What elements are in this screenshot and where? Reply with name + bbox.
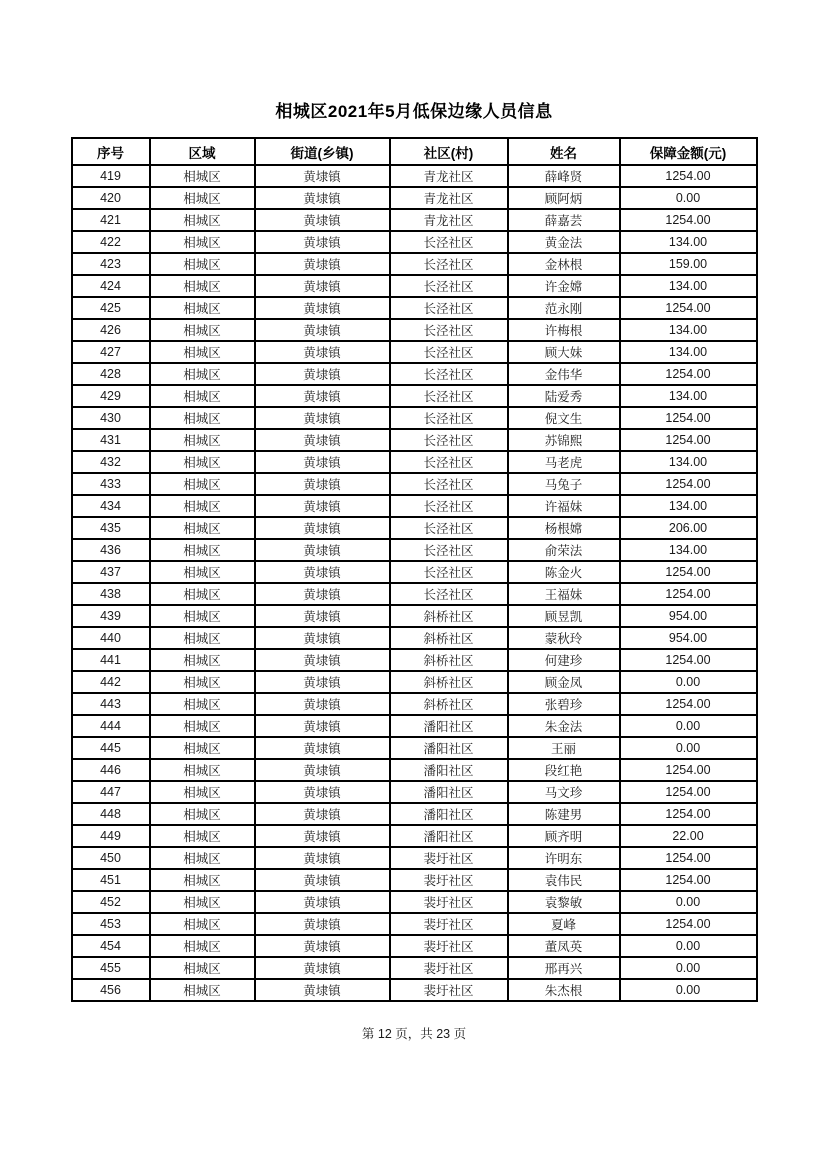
cell-street: 黄埭镇 xyxy=(255,649,390,671)
cell-community: 斜桥社区 xyxy=(390,627,508,649)
cell-community: 潘阳社区 xyxy=(390,803,508,825)
cell-index: 452 xyxy=(72,891,150,913)
cell-name: 顾阿炳 xyxy=(508,187,620,209)
cell-name: 倪文生 xyxy=(508,407,620,429)
cell-street: 黄埭镇 xyxy=(255,341,390,363)
cell-name: 王丽 xyxy=(508,737,620,759)
cell-region: 相城区 xyxy=(150,517,255,539)
cell-amount: 134.00 xyxy=(620,495,757,517)
cell-amount: 134.00 xyxy=(620,385,757,407)
cell-index: 444 xyxy=(72,715,150,737)
table-row xyxy=(72,671,757,693)
table-row xyxy=(72,451,757,473)
cell-index: 448 xyxy=(72,803,150,825)
cell-index: 450 xyxy=(72,847,150,869)
cell-index: 439 xyxy=(72,605,150,627)
table-row xyxy=(72,209,757,231)
cell-street: 黄埭镇 xyxy=(255,517,390,539)
cell-community: 裴圩社区 xyxy=(390,869,508,891)
cell-index: 435 xyxy=(72,517,150,539)
table-row xyxy=(72,913,757,935)
cell-community: 裴圩社区 xyxy=(390,935,508,957)
cell-amount: 1254.00 xyxy=(620,847,757,869)
cell-amount: 954.00 xyxy=(620,627,757,649)
cell-region: 相城区 xyxy=(150,803,255,825)
cell-community: 斜桥社区 xyxy=(390,649,508,671)
cell-region: 相城区 xyxy=(150,187,255,209)
cell-region: 相城区 xyxy=(150,407,255,429)
column-header-name: 姓名 xyxy=(508,138,620,165)
cell-community: 长泾社区 xyxy=(390,495,508,517)
table-row xyxy=(72,869,757,891)
cell-name: 蒙秋玲 xyxy=(508,627,620,649)
cell-index: 446 xyxy=(72,759,150,781)
cell-name: 王福妹 xyxy=(508,583,620,605)
cell-region: 相城区 xyxy=(150,209,255,231)
table-header-row xyxy=(72,138,757,165)
cell-index: 424 xyxy=(72,275,150,297)
cell-index: 421 xyxy=(72,209,150,231)
cell-region: 相城区 xyxy=(150,385,255,407)
cell-street: 黄埭镇 xyxy=(255,737,390,759)
cell-name: 马兔子 xyxy=(508,473,620,495)
column-header-index: 序号 xyxy=(72,138,150,165)
cell-index: 432 xyxy=(72,451,150,473)
table-row xyxy=(72,715,757,737)
cell-region: 相城区 xyxy=(150,759,255,781)
table-row xyxy=(72,363,757,385)
cell-community: 裴圩社区 xyxy=(390,891,508,913)
cell-name: 杨根嫦 xyxy=(508,517,620,539)
cell-community: 青龙社区 xyxy=(390,165,508,187)
cell-region: 相城区 xyxy=(150,363,255,385)
cell-region: 相城区 xyxy=(150,165,255,187)
cell-name: 陆爱秀 xyxy=(508,385,620,407)
page-number-footer: 第 12 页，共 23 页 xyxy=(361,1027,467,1041)
cell-index: 429 xyxy=(72,385,150,407)
cell-community: 潘阳社区 xyxy=(390,759,508,781)
column-header-street: 街道(乡镇) xyxy=(255,138,390,165)
cell-name: 黄金法 xyxy=(508,231,620,253)
cell-amount: 0.00 xyxy=(620,957,757,979)
cell-street: 黄埭镇 xyxy=(255,605,390,627)
cell-amount: 1254.00 xyxy=(620,913,757,935)
cell-index: 451 xyxy=(72,869,150,891)
cell-name: 张碧珍 xyxy=(508,693,620,715)
cell-street: 黄埭镇 xyxy=(255,693,390,715)
table-row xyxy=(72,473,757,495)
cell-index: 431 xyxy=(72,429,150,451)
cell-index: 434 xyxy=(72,495,150,517)
cell-street: 黄埭镇 xyxy=(255,781,390,803)
table-row xyxy=(72,429,757,451)
cell-name: 朱金法 xyxy=(508,715,620,737)
cell-community: 长泾社区 xyxy=(390,319,508,341)
table-row xyxy=(72,517,757,539)
table-row xyxy=(72,847,757,869)
table-row xyxy=(72,957,757,979)
cell-name: 俞荣法 xyxy=(508,539,620,561)
cell-name: 朱杰根 xyxy=(508,979,620,1001)
cell-street: 黄埭镇 xyxy=(255,957,390,979)
cell-name: 顾齐明 xyxy=(508,825,620,847)
table-row xyxy=(72,341,757,363)
table-row xyxy=(72,737,757,759)
table-row xyxy=(72,561,757,583)
cell-amount: 134.00 xyxy=(620,275,757,297)
cell-region: 相城区 xyxy=(150,605,255,627)
cell-street: 黄埭镇 xyxy=(255,869,390,891)
cell-amount: 0.00 xyxy=(620,979,757,1001)
cell-index: 426 xyxy=(72,319,150,341)
cell-community: 潘阳社区 xyxy=(390,825,508,847)
table-row xyxy=(72,275,757,297)
table-row xyxy=(72,825,757,847)
cell-amount: 1254.00 xyxy=(620,209,757,231)
cell-community: 长泾社区 xyxy=(390,363,508,385)
cell-index: 441 xyxy=(72,649,150,671)
cell-name: 何建珍 xyxy=(508,649,620,671)
cell-amount: 1254.00 xyxy=(620,407,757,429)
cell-name: 袁黎敏 xyxy=(508,891,620,913)
cell-name: 袁伟民 xyxy=(508,869,620,891)
cell-community: 长泾社区 xyxy=(390,539,508,561)
cell-amount: 1254.00 xyxy=(620,869,757,891)
cell-community: 长泾社区 xyxy=(390,341,508,363)
table-row xyxy=(72,605,757,627)
cell-street: 黄埭镇 xyxy=(255,231,390,253)
cell-amount: 134.00 xyxy=(620,341,757,363)
cell-community: 潘阳社区 xyxy=(390,715,508,737)
table-row xyxy=(72,803,757,825)
table-row xyxy=(72,253,757,275)
cell-region: 相城区 xyxy=(150,979,255,1001)
cell-street: 黄埭镇 xyxy=(255,165,390,187)
cell-index: 442 xyxy=(72,671,150,693)
cell-community: 裴圩社区 xyxy=(390,913,508,935)
cell-amount: 954.00 xyxy=(620,605,757,627)
cell-region: 相城区 xyxy=(150,495,255,517)
cell-community: 斜桥社区 xyxy=(390,605,508,627)
cell-amount: 1254.00 xyxy=(620,473,757,495)
cell-street: 黄埭镇 xyxy=(255,319,390,341)
column-header-community: 社区(村) xyxy=(390,138,508,165)
cell-name: 马老虎 xyxy=(508,451,620,473)
table-row xyxy=(72,297,757,319)
cell-index: 428 xyxy=(72,363,150,385)
cell-amount: 1254.00 xyxy=(620,297,757,319)
cell-region: 相城区 xyxy=(150,561,255,583)
cell-region: 相城区 xyxy=(150,935,255,957)
cell-name: 金林根 xyxy=(508,253,620,275)
cell-community: 长泾社区 xyxy=(390,297,508,319)
cell-region: 相城区 xyxy=(150,627,255,649)
cell-street: 黄埭镇 xyxy=(255,495,390,517)
cell-name: 陈建男 xyxy=(508,803,620,825)
cell-index: 437 xyxy=(72,561,150,583)
table-row xyxy=(72,979,757,1001)
cell-index: 427 xyxy=(72,341,150,363)
cell-community: 长泾社区 xyxy=(390,231,508,253)
cell-region: 相城区 xyxy=(150,451,255,473)
cell-name: 薛嘉芸 xyxy=(508,209,620,231)
cell-amount: 1254.00 xyxy=(620,363,757,385)
cell-region: 相城区 xyxy=(150,275,255,297)
cell-name: 马文珍 xyxy=(508,781,620,803)
page-title: 相城区2021年5月低保边缘人员信息 xyxy=(275,102,553,121)
cell-community: 青龙社区 xyxy=(390,187,508,209)
cell-region: 相城区 xyxy=(150,847,255,869)
cell-name: 邢再兴 xyxy=(508,957,620,979)
cell-street: 黄埭镇 xyxy=(255,407,390,429)
cell-index: 420 xyxy=(72,187,150,209)
cell-region: 相城区 xyxy=(150,473,255,495)
cell-community: 裴圩社区 xyxy=(390,847,508,869)
cell-community: 斜桥社区 xyxy=(390,671,508,693)
cell-amount: 1254.00 xyxy=(620,781,757,803)
cell-amount: 1254.00 xyxy=(620,429,757,451)
table-row xyxy=(72,693,757,715)
cell-amount: 1254.00 xyxy=(620,649,757,671)
cell-index: 449 xyxy=(72,825,150,847)
cell-region: 相城区 xyxy=(150,693,255,715)
cell-index: 438 xyxy=(72,583,150,605)
cell-street: 黄埭镇 xyxy=(255,715,390,737)
cell-region: 相城区 xyxy=(150,539,255,561)
cell-community: 长泾社区 xyxy=(390,275,508,297)
cell-region: 相城区 xyxy=(150,671,255,693)
cell-region: 相城区 xyxy=(150,253,255,275)
cell-name: 许金嫦 xyxy=(508,275,620,297)
cell-amount: 159.00 xyxy=(620,253,757,275)
cell-community: 斜桥社区 xyxy=(390,693,508,715)
cell-amount: 206.00 xyxy=(620,517,757,539)
cell-region: 相城区 xyxy=(150,319,255,341)
cell-street: 黄埭镇 xyxy=(255,473,390,495)
cell-name: 苏锦熙 xyxy=(508,429,620,451)
cell-region: 相城区 xyxy=(150,715,255,737)
cell-community: 裴圩社区 xyxy=(390,979,508,1001)
cell-name: 金伟华 xyxy=(508,363,620,385)
cell-community: 长泾社区 xyxy=(390,561,508,583)
cell-street: 黄埭镇 xyxy=(255,451,390,473)
cell-community: 长泾社区 xyxy=(390,385,508,407)
cell-amount: 1254.00 xyxy=(620,759,757,781)
table-row xyxy=(72,187,757,209)
cell-index: 422 xyxy=(72,231,150,253)
table-body xyxy=(72,165,757,1001)
cell-amount: 0.00 xyxy=(620,891,757,913)
cell-community: 长泾社区 xyxy=(390,407,508,429)
cell-street: 黄埭镇 xyxy=(255,297,390,319)
table-row xyxy=(72,231,757,253)
cell-community: 长泾社区 xyxy=(390,429,508,451)
cell-amount: 0.00 xyxy=(620,187,757,209)
cell-name: 顾大妹 xyxy=(508,341,620,363)
cell-street: 黄埭镇 xyxy=(255,935,390,957)
cell-street: 黄埭镇 xyxy=(255,891,390,913)
cell-street: 黄埭镇 xyxy=(255,825,390,847)
cell-street: 黄埭镇 xyxy=(255,385,390,407)
table-row xyxy=(72,627,757,649)
table-row xyxy=(72,407,757,429)
cell-street: 黄埭镇 xyxy=(255,913,390,935)
cell-amount: 0.00 xyxy=(620,935,757,957)
cell-community: 潘阳社区 xyxy=(390,781,508,803)
cell-index: 456 xyxy=(72,979,150,1001)
cell-index: 453 xyxy=(72,913,150,935)
cell-name: 顾昱凯 xyxy=(508,605,620,627)
cell-community: 长泾社区 xyxy=(390,253,508,275)
cell-amount: 134.00 xyxy=(620,319,757,341)
cell-amount: 0.00 xyxy=(620,715,757,737)
cell-name: 许明东 xyxy=(508,847,620,869)
cell-region: 相城区 xyxy=(150,869,255,891)
cell-name: 许梅根 xyxy=(508,319,620,341)
cell-index: 425 xyxy=(72,297,150,319)
column-header-amount: 保障金额(元) xyxy=(620,138,757,165)
cell-name: 范永刚 xyxy=(508,297,620,319)
cell-name: 顾金凤 xyxy=(508,671,620,693)
cell-region: 相城区 xyxy=(150,825,255,847)
table-row xyxy=(72,319,757,341)
cell-street: 黄埭镇 xyxy=(255,363,390,385)
cell-street: 黄埭镇 xyxy=(255,253,390,275)
cell-community: 长泾社区 xyxy=(390,583,508,605)
cell-index: 440 xyxy=(72,627,150,649)
table-row xyxy=(72,891,757,913)
table-row xyxy=(72,781,757,803)
cell-street: 黄埭镇 xyxy=(255,209,390,231)
cell-amount: 1254.00 xyxy=(620,583,757,605)
cell-region: 相城区 xyxy=(150,957,255,979)
cell-community: 裴圩社区 xyxy=(390,957,508,979)
cell-amount: 134.00 xyxy=(620,451,757,473)
table-row xyxy=(72,495,757,517)
cell-index: 423 xyxy=(72,253,150,275)
cell-community: 潘阳社区 xyxy=(390,737,508,759)
cell-amount: 1254.00 xyxy=(620,165,757,187)
cell-name: 陈金火 xyxy=(508,561,620,583)
cell-name: 段红艳 xyxy=(508,759,620,781)
cell-amount: 22.00 xyxy=(620,825,757,847)
cell-name: 薛峰贤 xyxy=(508,165,620,187)
cell-street: 黄埭镇 xyxy=(255,429,390,451)
cell-index: 454 xyxy=(72,935,150,957)
cell-region: 相城区 xyxy=(150,583,255,605)
cell-amount: 0.00 xyxy=(620,671,757,693)
cell-street: 黄埭镇 xyxy=(255,275,390,297)
cell-street: 黄埭镇 xyxy=(255,627,390,649)
cell-street: 黄埭镇 xyxy=(255,979,390,1001)
cell-community: 长泾社区 xyxy=(390,473,508,495)
cell-name: 许福妹 xyxy=(508,495,620,517)
cell-name: 夏峰 xyxy=(508,913,620,935)
cell-amount: 1254.00 xyxy=(620,561,757,583)
cell-region: 相城区 xyxy=(150,781,255,803)
cell-region: 相城区 xyxy=(150,231,255,253)
cell-street: 黄埭镇 xyxy=(255,803,390,825)
cell-street: 黄埭镇 xyxy=(255,561,390,583)
cell-index: 455 xyxy=(72,957,150,979)
cell-street: 黄埭镇 xyxy=(255,759,390,781)
cell-community: 长泾社区 xyxy=(390,517,508,539)
cell-street: 黄埭镇 xyxy=(255,671,390,693)
column-header-region: 区域 xyxy=(150,138,255,165)
cell-index: 430 xyxy=(72,407,150,429)
table-row xyxy=(72,165,757,187)
cell-region: 相城区 xyxy=(150,429,255,451)
cell-region: 相城区 xyxy=(150,297,255,319)
cell-street: 黄埭镇 xyxy=(255,539,390,561)
cell-community: 青龙社区 xyxy=(390,209,508,231)
cell-region: 相城区 xyxy=(150,891,255,913)
cell-street: 黄埭镇 xyxy=(255,187,390,209)
cell-index: 447 xyxy=(72,781,150,803)
cell-region: 相城区 xyxy=(150,649,255,671)
cell-index: 419 xyxy=(72,165,150,187)
cell-region: 相城区 xyxy=(150,913,255,935)
benefits-table xyxy=(71,137,758,1002)
table-row xyxy=(72,649,757,671)
table-row xyxy=(72,385,757,407)
cell-index: 436 xyxy=(72,539,150,561)
cell-name: 董凤英 xyxy=(508,935,620,957)
cell-index: 443 xyxy=(72,693,150,715)
cell-amount: 134.00 xyxy=(620,539,757,561)
table-row xyxy=(72,539,757,561)
table-row xyxy=(72,935,757,957)
cell-region: 相城区 xyxy=(150,737,255,759)
cell-amount: 1254.00 xyxy=(620,693,757,715)
cell-amount: 1254.00 xyxy=(620,803,757,825)
cell-street: 黄埭镇 xyxy=(255,847,390,869)
cell-community: 长泾社区 xyxy=(390,451,508,473)
cell-region: 相城区 xyxy=(150,341,255,363)
cell-index: 433 xyxy=(72,473,150,495)
cell-index: 445 xyxy=(72,737,150,759)
cell-street: 黄埭镇 xyxy=(255,583,390,605)
cell-amount: 0.00 xyxy=(620,737,757,759)
cell-amount: 134.00 xyxy=(620,231,757,253)
table-row xyxy=(72,759,757,781)
table-row xyxy=(72,583,757,605)
